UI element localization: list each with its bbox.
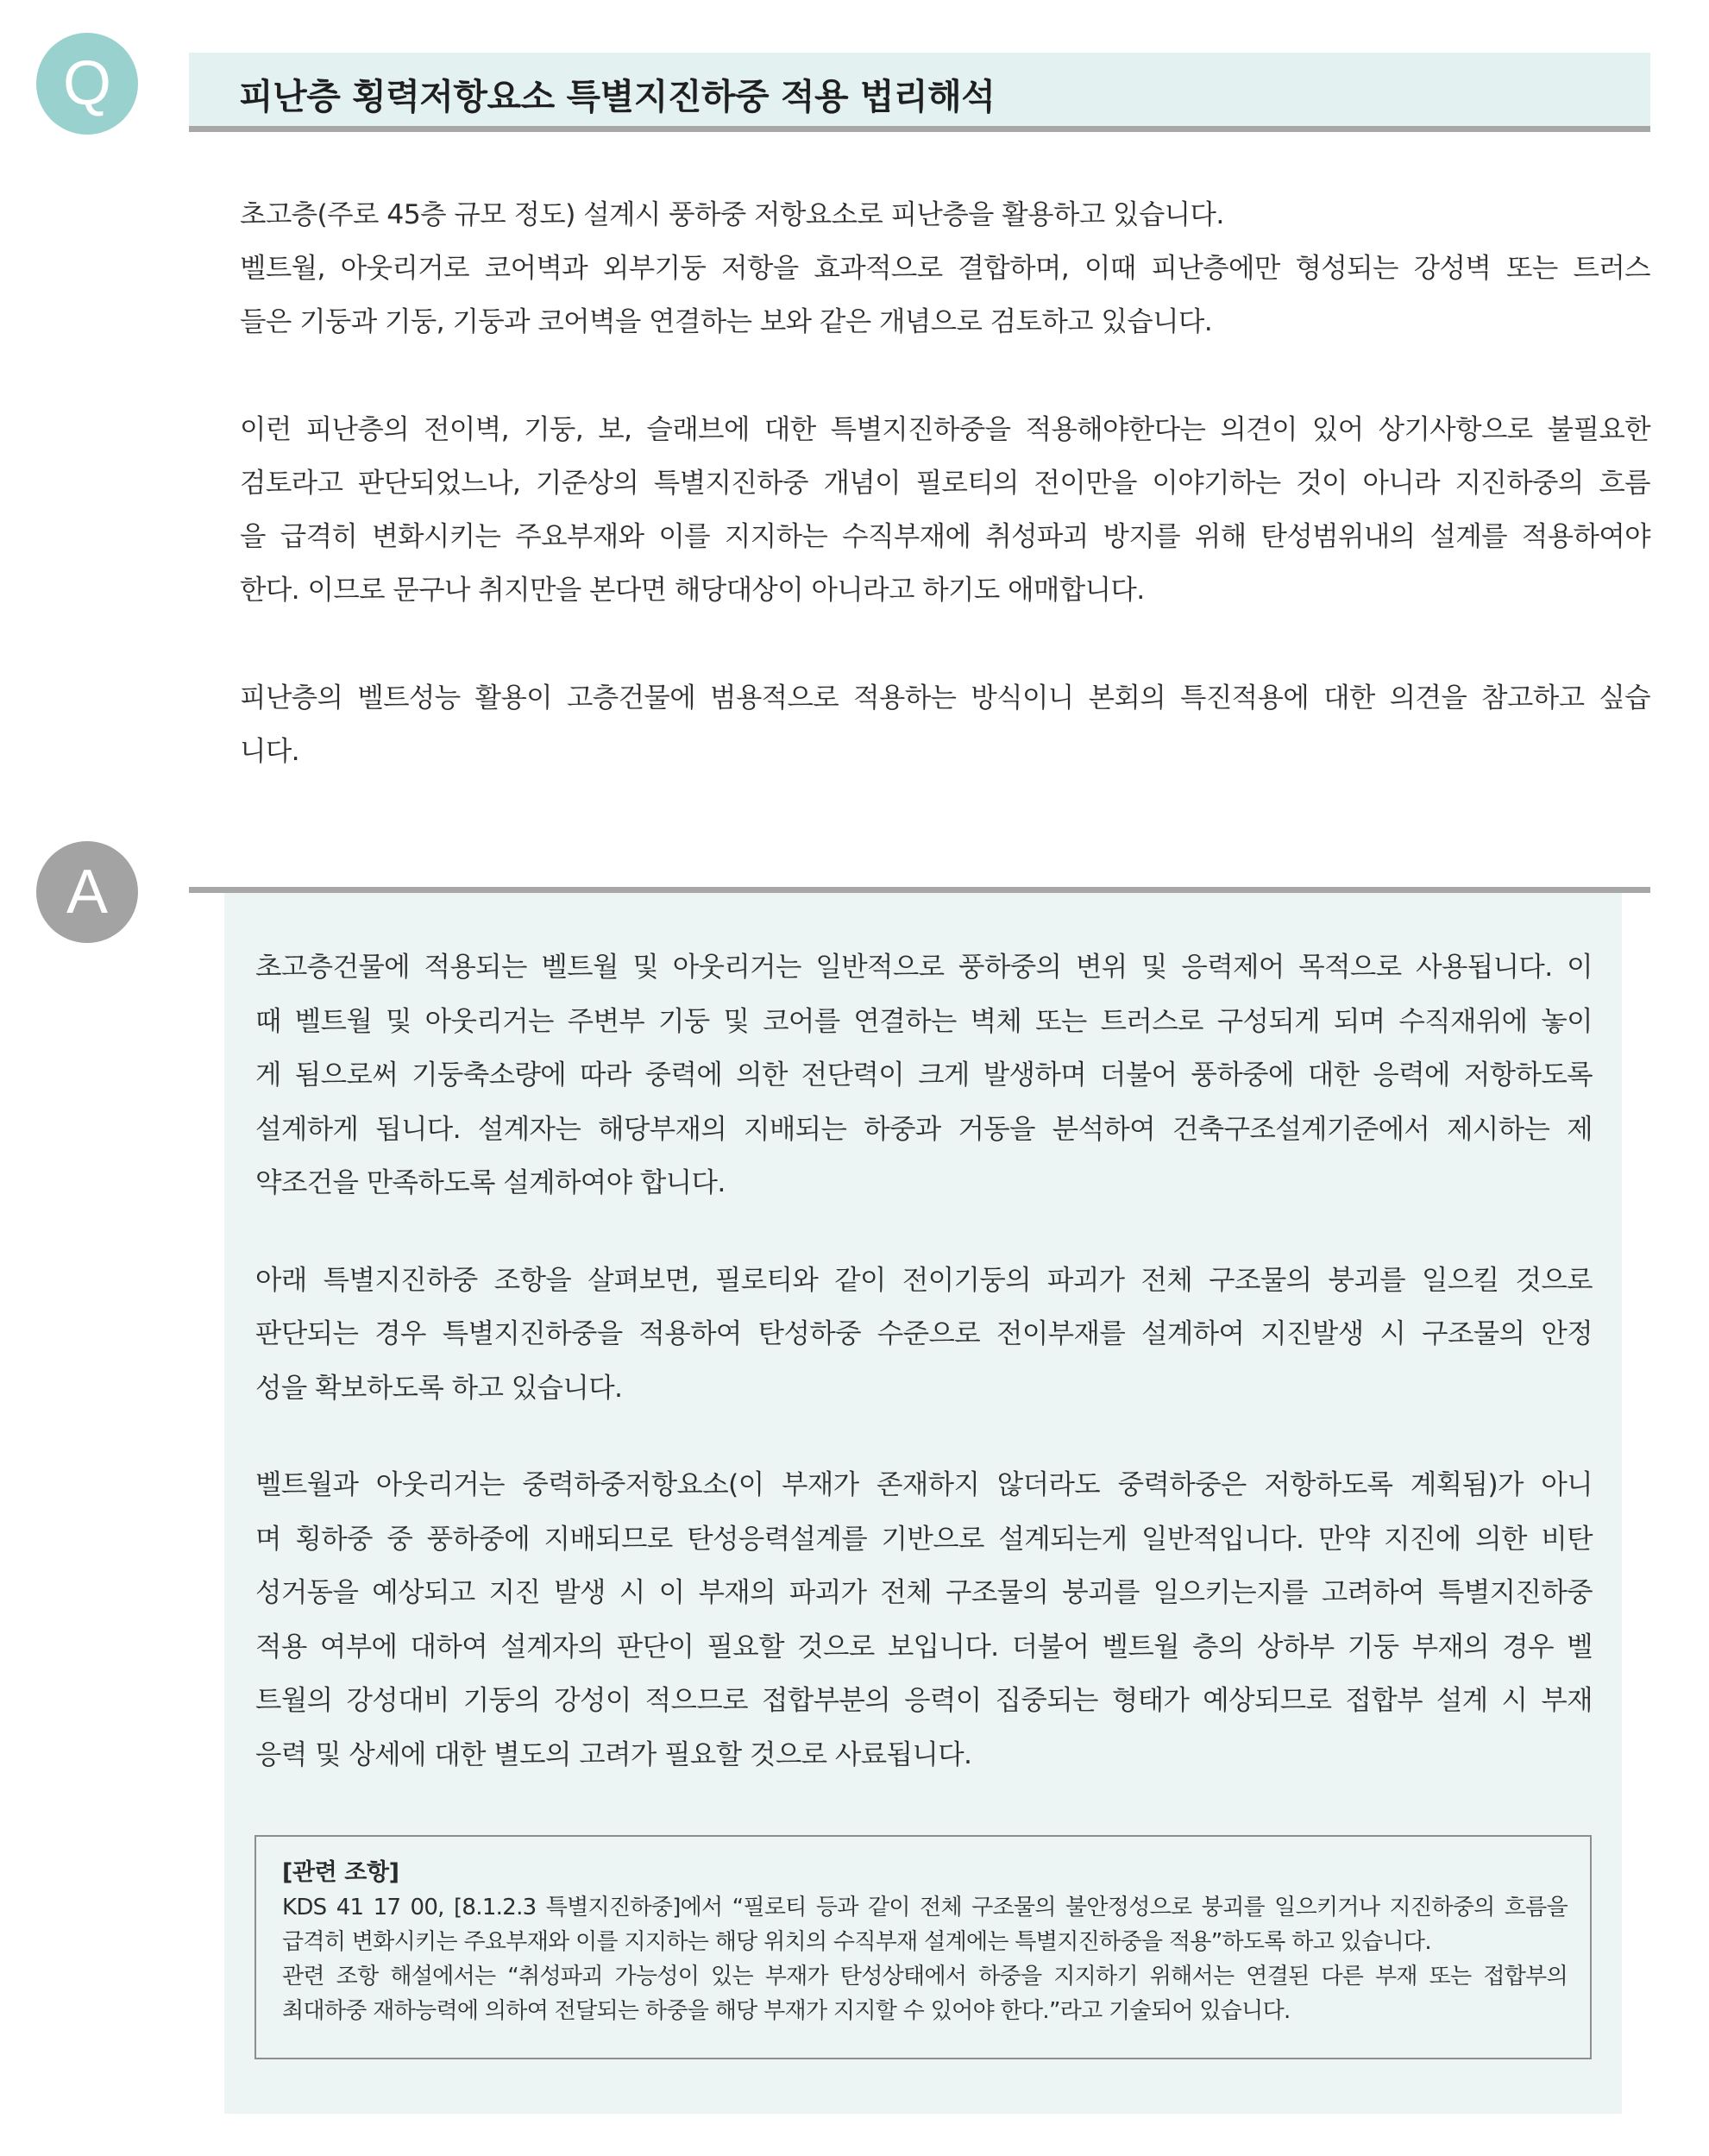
question-badge bbox=[36, 33, 138, 135]
reference-title: [관련 조항] bbox=[282, 1859, 399, 1886]
text-line: 초고층(주로 45층 규모 정도) 설계시 풍하중 저항요소로 피난층을 활용하고 있습니다. bbox=[240, 199, 1224, 230]
text-line: 며 횡하중 중 풍하중에 지배되므로 탄성응력설계를 기반으로 설계되는게 일반적입니다. 만약 지진에 의한 비탄 bbox=[255, 1523, 1593, 1555]
text-line: 벨트월, 아웃리거로 코어벽과 외부기둥 저항을 효과적으로 결합하며, 이때 피난층에만 형성되는 강성벽 또는 트러스 bbox=[240, 253, 1650, 284]
reference-content bbox=[282, 1856, 1568, 2028]
question-badge-label: Q bbox=[62, 49, 111, 118]
reference-line: 최대하중 재하능력에 의하여 전달되는 하중을 해당 부재가 지지할 수 있어야 한다.”라고 기술되어 있습니다. bbox=[282, 1998, 1291, 2024]
text-line: 니다. bbox=[240, 736, 300, 767]
text-line: 때 벨트월 및 아웃리거는 주변부 기둥 및 코어를 연결하는 벽체 또는 트러스로 구성되게 되며 수직재위에 놓이 bbox=[255, 1005, 1593, 1037]
text-line: 피난층의 벨트성능 활용이 고층건물에 범용적으로 적용하는 방식이니 본회의 특진적용에 대한 의견을 참고하고 싶습 bbox=[240, 682, 1650, 713]
reference-line: 관련 조항 해설에서는 “취성파괴 가능성이 있는 부재가 탄성상태에서 하중을 지지하기 위해서는 연결된 다른 부재 또는 접합부의 bbox=[282, 1964, 1568, 1989]
text-line: 검토라고 판단되었느나, 기준상의 특별지진하중 개념이 필로티의 전이만을 이야기하는 것이 아니라 지진하중의 흐름 bbox=[240, 468, 1650, 499]
text-line: 게 됨으로써 기둥축소량에 따라 중력에 의한 전단력이 크게 발생하며 더불어 풍하중에 대한 응력에 저항하도록 bbox=[255, 1059, 1593, 1091]
answer-body bbox=[255, 940, 1593, 1825]
answer-paragraph bbox=[255, 1254, 1593, 1416]
text-line: 판단되는 경우 특별지진하중을 적용하여 탄성하중 수준으로 전이부재를 설계하여 지진발생 시 구조물의 안정 bbox=[255, 1318, 1593, 1349]
text-line: 이런 피난층의 전이벽, 기둥, 보, 슬래브에 대한 특별지진하중을 적용해야한다는 의견이 있어 상기사항으로 불필요한 bbox=[240, 414, 1650, 445]
text-line: 약조건을 만족하도록 설계하여야 합니다. bbox=[255, 1167, 726, 1198]
question-body bbox=[240, 188, 1650, 833]
text-line: 아래 특별지진하중 조항을 살펴보면, 필로티와 같이 전이기둥의 파괴가 전체 구조물의 붕괴를 일으킬 것으로 bbox=[255, 1264, 1593, 1296]
reference-line: KDS 41 17 00, [8.1.2.3 특별지진하중]에서 “필로티 등과 같이 전체 구조물의 불안정성으로 붕괴를 일으키거나 지진하중의 흐름을 bbox=[282, 1895, 1568, 1920]
answer-paragraph bbox=[255, 940, 1593, 1210]
answer-divider bbox=[189, 887, 1650, 893]
text-line: 성을 확보하도록 하고 있습니다. bbox=[255, 1372, 623, 1404]
text-line: 응력 및 상세에 대한 별도의 고려가 필요할 것으로 사료됩니다. bbox=[255, 1738, 972, 1770]
question-paragraph bbox=[240, 403, 1650, 617]
answer-paragraph bbox=[255, 1458, 1593, 1782]
text-line: 한다. 이므로 문구나 취지만을 본다면 해당대상이 아니라고 하기도 애매합니다. bbox=[240, 575, 1145, 606]
text-line: 성거동을 예상되고 지진 발생 시 이 부재의 파괴가 전체 구조물의 붕괴를 일으키는지를 고려하여 특별지진하중 bbox=[255, 1577, 1593, 1608]
text-line: 벨트월과 아웃리거는 중력하중저항요소(이 부재가 존재하지 않더라도 중력하중은 저항하도록 계획됨)가 아니 bbox=[255, 1469, 1593, 1500]
reference-line: 급격히 변화시키는 주요부재와 이를 지지하는 해당 위치의 수직부재 설계에는 특별지진하중을 적용”하도록 하고 있습니다. bbox=[282, 1929, 1431, 1955]
reference-box bbox=[254, 1835, 1592, 2059]
text-line: 을 급격히 변화시키는 주요부재와 이를 지지하는 수직부재에 취성파괴 방지를 위해 탄성범위내의 설계를 적용하여야 bbox=[240, 521, 1650, 552]
text-line: 초고층건물에 적용되는 벨트월 및 아웃리거는 일반적으로 풍하중의 변위 및 응력제어 목적으로 사용됩니다. 이 bbox=[255, 952, 1593, 983]
answer-badge bbox=[36, 841, 138, 943]
text-line: 들은 기둥과 기둥, 기둥과 코어벽을 연결하는 보와 같은 개념으로 검토하고 있습니다. bbox=[240, 306, 1213, 337]
question-header bbox=[189, 53, 1650, 132]
text-line: 트월의 강성대비 기둥의 강성이 적으므로 접합부분의 응력이 집중되는 형태가 예상되므로 접합부 설계 시 부재 bbox=[255, 1685, 1593, 1716]
text-line: 적용 여부에 대하여 설계자의 판단이 필요할 것으로 보입니다. 더불어 벨트월 층의 상하부 기둥 부재의 경우 벨 bbox=[255, 1631, 1593, 1663]
text-line: 설계하게 됩니다. 설계자는 해당부재의 지배되는 하중과 거동을 분석하여 건축구조설계기준에서 제시하는 제 bbox=[255, 1113, 1593, 1145]
question-title: 피난층 횡력저항요소 특별지진하중 적용 법리해석 bbox=[239, 76, 996, 117]
answer-badge-label: A bbox=[66, 858, 109, 927]
question-paragraph bbox=[240, 188, 1650, 349]
question-paragraph bbox=[240, 671, 1650, 778]
reference-text bbox=[282, 1890, 1568, 2028]
